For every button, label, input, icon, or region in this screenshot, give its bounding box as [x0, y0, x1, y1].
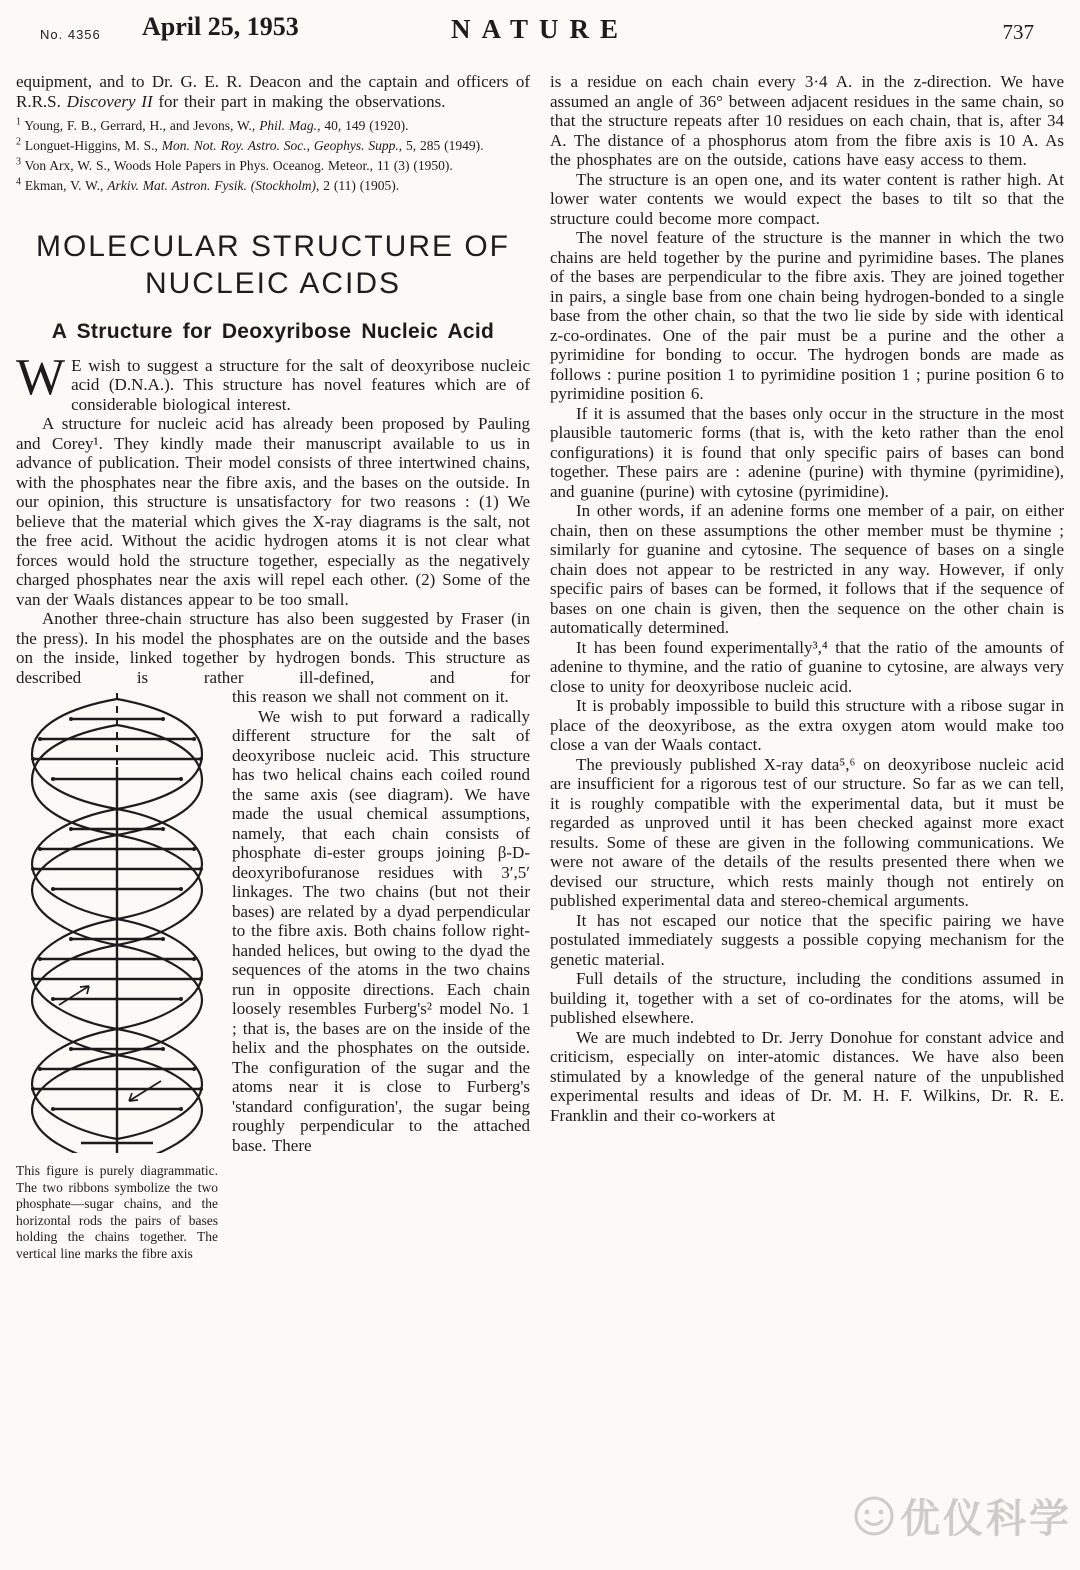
reference-cite: 11 (3) (1950).	[376, 158, 453, 173]
reference-number: 1	[16, 116, 21, 128]
reference-authors: Young, F. B., Gerrard, H., and Jevons, W.,	[24, 118, 260, 133]
article-title	[16, 228, 530, 302]
paragraph-residues: is a residue on each chain every 3·4 A. in the z-direction. We have assumed an angle of 36° between adjacent residues in the same chain, so that the structure repeats after 10 residues on each chain, that is, after 34 A. The distance of a phosphorus atom from the fibre axis is 10 A. As the phosphates are on the outside, cations have easy access to them.	[550, 72, 1064, 169]
reference-item	[16, 138, 530, 154]
reference-number: 2	[16, 136, 21, 148]
closing-text-post: for their part in making the observations.	[152, 91, 446, 111]
article-subtitle: A Structure for Deoxyribose Nucleic Acid	[51, 320, 495, 343]
reference-authors: Von Arx, W. S., Woods Hole Papers in Phys. Oceanog. Meteor.,	[24, 158, 377, 173]
intro-paragraph	[16, 348, 530, 415]
dna-figure	[16, 691, 218, 1262]
intro-text: E wish to suggest a structure for the salt of deoxyribose nucleic acid (D.N.A.). This structure has novel features which are of considerable biological interest.	[71, 355, 530, 414]
page-header	[16, 10, 1064, 60]
reference-journal: Arkiv. Mat. Astron. Fysik. (Stockholm)	[107, 178, 316, 193]
fraser-paragraph-part1: Another three-chain structure has also been suggested by Fraser (in the press). In his model the phosphates are on the outside and the bases on the inside, linked together by hydrogen bonds. This structure as described is rather ill-defined, and for	[16, 609, 530, 687]
paragraph-ribose: It is probably impossible to build this structure with a ribose sugar in place of the deoxyribose, as the extra oxygen atom would make too close a van der Waals contact.	[550, 696, 1064, 754]
reference-item	[16, 118, 530, 134]
closing-text-pre: equipment, and to Dr. G. E. R. Deacon and the captain and officers of R.R.S.	[16, 72, 530, 111]
paragraph-open-structure: The structure is an open one, and its water content is rather high. At lower water contents we would expect the bases to tilt so that the structure could become more compact.	[550, 169, 1064, 228]
article-title-line2: NUCLEIC ACIDS	[144, 267, 402, 300]
reference-number: 4	[16, 176, 21, 188]
page-number: 737	[1002, 20, 1034, 44]
reference-number: 3	[16, 156, 21, 168]
structure-paragraph: We wish to put forward a radically different structure for the salt of deoxyribose nucleic acid. This structure has two helical chains each coiled round the same axis (see diagram). We have made the usual chemical assumptions, namely, that each chain consists of phosphate di-ester groups joining β-D-deoxyribofuranose residues with 3′,5′ linkages. The two chains (but not their bases) are related by a dyad perpendicular to the fibre axis. Both chains follow right-handed helices, but owing to the dyad the sequences of the atoms in the two chains run in opposite directions. Each chain loosely resembles Furberg's² model No. 1 ; that is, the bases are on the inside of the helix and the phosphates on the outside. The configuration of the sugar and the atoms near it is close to Furberg's 'standard configuration', the sugar being roughly perpendicular to the attached base. There	[232, 706, 530, 1155]
paragraph-novel-feature: The novel feature of the structure is the manner in which the two chains are held together by the purine and pyrimidine bases. The planes of the bases are perpendicular to the fibre axis. They are joined together in pairs, a single base from one chain being hydrogen-bonded to a single base from the other chain, so that the two lie side by side with identical z-co-ordinates. One of the pair must be a purine and the other a pyrimidine for bonding to occur. The hydrogen bonds are made as follows : purine position 1 to pyrimidine position 1 ; purine position 6 to pyrimidine position 6.	[550, 228, 1064, 403]
watermark	[853, 1487, 1072, 1544]
reference-cite: , 5, 285 (1949).	[398, 138, 484, 153]
paragraph-xray-data: The previously published X-ray data⁵,⁶ on deoxyribose nucleic acid are insufficient for a rigorous test of our structure. So far as we can tell, it is roughly compatible with the experimental data, but it must be regarded as unproved until it has been checked against more exact results. Some of these are given in the following communications. We were not aware of the details of the results presented there when we devised our structure, which rests mainly though not entirely on published experimental data and stereo-chemical arguments.	[550, 754, 1064, 910]
reference-authors: Ekman, V. W.,	[24, 178, 108, 193]
figure-caption: This figure is purely diagrammatic. The two ribbons symbolize the two phosphate—sugar chains, and the horizontal rods the pairs of bases holding the chains together. The vertical line marks the fibre axis	[16, 1163, 218, 1261]
previous-article-closing	[16, 72, 530, 111]
reference-cite: , 2 (11) (1905).	[315, 178, 400, 193]
paragraph-copying: It has not escaped our notice that the specific pairing we have postulated immediately suggests a possible copying mechanism for the genetic material.	[550, 910, 1064, 969]
journal-title: NATURE	[450, 14, 630, 44]
watermark-logo-icon	[853, 1495, 895, 1537]
paragraph-acknowledgement: We are much indebted to Dr. Jerry Donohue for constant advice and criticism, especially on inter-atomic distances. We have also been stimulated by a knowledge of the general nature of the unpublished experimental results and ideas of Dr. M. H. F. Wilkins, Dr. R. E. Franklin and their co-workers at	[550, 1027, 1064, 1125]
fraser-paragraph-part2: this reason we shall not comment on it.	[232, 687, 509, 706]
article-title-line1: MOLECULAR STRUCTURE OF	[35, 230, 511, 263]
issue-number: No. 4356	[40, 27, 101, 42]
right-column	[550, 72, 1064, 1262]
reference-journal: Phil. Mag.	[259, 118, 318, 133]
reference-cite: , 40, 149 (1920).	[317, 118, 409, 133]
reference-list	[16, 118, 530, 194]
drop-cap: W	[16, 348, 66, 406]
paragraph-base-pairing: In other words, if an adenine forms one member of a pair, on either chain, then on these assumptions the other member must be thymine ; similarly for guanine and cytosine. The sequence of bases on a single chain does not appear to be restricted in any way. However, if only specific pairs of bases can be formed, it follows that if the sequence of bases on one chain is given, then the sequence on the other chain is automatically determined.	[550, 501, 1064, 637]
two-column-body	[16, 72, 1064, 1262]
paragraph-ratios: It has been found experimentally³,⁴ that the ratio of the amounts of adenine to thymine, and the ratio of guanine to cytosine, are always very close to unity for deoxyribose nucleic acid.	[550, 637, 1064, 696]
ship-name: Discovery II	[66, 91, 153, 111]
paragraph-full-details: Full details of the structure, including the conditions assumed in building it, together with a set of co-ordinates for the atoms, will be published elsewhere.	[550, 969, 1064, 1027]
reference-item	[16, 158, 530, 174]
left-column	[16, 72, 530, 1262]
pauling-paragraph: A structure for nucleic acid has already been proposed by Pauling and Corey¹. They kindly made their manuscript available to us in advance of publication. Their model consists of three intertwined chains, with the phosphates near the fibre axis, and the bases on the outside. In our opinion, this structure is unsatisfactory for two reasons : (1) We believe that the material which gives the X-ray diagrams is the salt, not the free acid. Without the acidic hydrogen atoms it is not clear what forces would hold the structure together, especially as the negatively charged phosphates near the axis will repel each other. (2) Some of the van der Waals distances appear to be too small.	[16, 414, 530, 609]
dna-helix-figure	[16, 691, 218, 1153]
reference-item	[16, 178, 530, 194]
watermark-text: 优仪科学	[900, 1497, 1072, 1541]
paragraph-tautomeric: If it is assumed that the bases only occur in the structure in the most plausible tautomeric forms (that is, with the keto rather than the enol configurations) it is found that only specific pairs of bases can bond together. These pairs are : adenine (purine) with thymine (pyrimidine), and guanine (purine) with cytosine (pyrimidine).	[550, 403, 1064, 501]
reference-authors: Longuet-Higgins, M. S.,	[24, 138, 162, 153]
issue-date: April 25, 1953	[142, 12, 299, 41]
reference-journal: Mon. Not. Roy. Astro. Soc., Geophys. Supp.	[161, 138, 399, 153]
